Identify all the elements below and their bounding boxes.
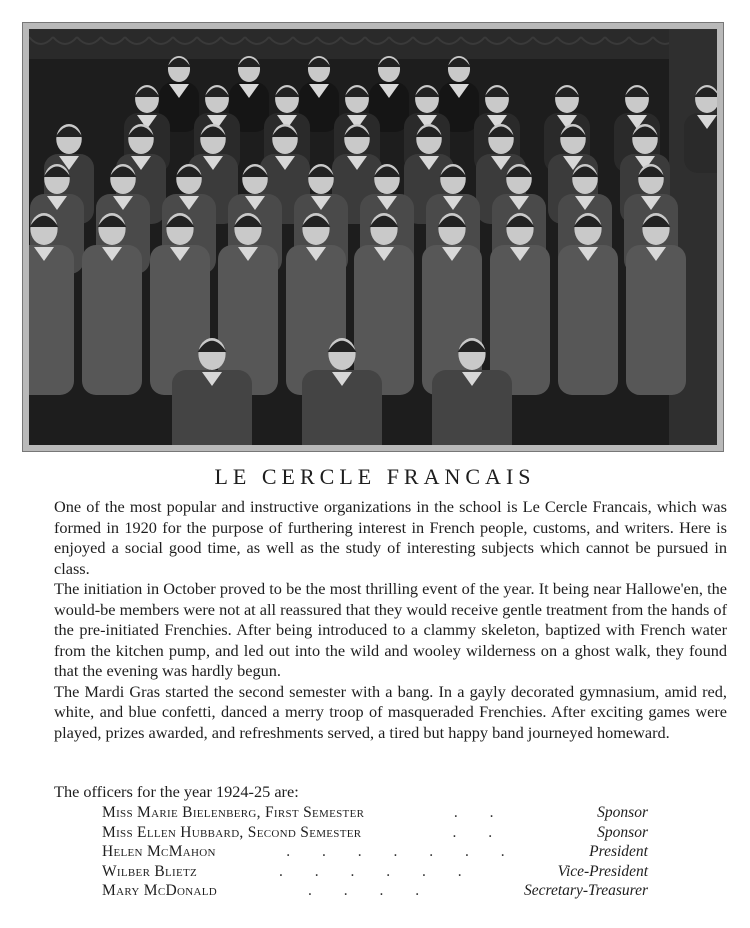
officer-row: [102, 842, 648, 862]
officer-row: [102, 862, 648, 882]
paragraph-2-text: The initiation in October proved to be the most thrilling event of the year. It being near Hallowe'en, the would-be members were not at all reassured that they would receive gentle treatment from the hands of the pre-initiated Frenchies. After being introduced to a clammy skeleton, baptized with French water from the kitchen pump, and led out into the wild and wooley wilderness on a ghost walk, they found that the evening was hardly begun.: [54, 579, 727, 680]
article-body: [54, 497, 727, 743]
officer-row: [102, 823, 648, 843]
officer-role: Secretary-Treasurer: [524, 882, 648, 900]
officer-role: Sponsor: [597, 823, 648, 841]
officer-role: President: [589, 843, 648, 861]
officers-intro: The officers for the year 1924-25 are:: [54, 782, 299, 801]
officer-role: Vice-President: [557, 862, 648, 880]
photo-frame: [22, 22, 724, 452]
officer-name: Miss Marie Bielenberg, First Semester: [102, 804, 365, 821]
officer-name: Wilber Blietz: [102, 862, 198, 880]
leader-dots: . .: [453, 804, 508, 821]
paragraph-3-text: The Mardi Gras started the second semester with a bang. In a gayly decorated gymnasium, amid red, white, and blue confetti, danced a merry troop of masqueraded Frenchies. After exciting games were played, prizes awarded, and refreshments served, a tired but happy band journeyed homeward.: [54, 681, 727, 742]
officers-list: [102, 803, 648, 901]
officer-role: Sponsor: [597, 804, 648, 821]
officer-name: Helen McMahon: [102, 843, 216, 861]
leader-dots: . . . . . . .: [286, 843, 519, 861]
paragraph-1-text: One of the most popular and instructive organizations in the school is Le Cercle Francais, which was formed in 1920 for the purpose of furthering interest in French people, customs, and writers. Here is enjoyed a social good time, as well as the study of interesting subjects which cannot be pursued in class.: [54, 497, 727, 578]
officer-row: [102, 881, 648, 901]
officer-row: [102, 803, 648, 823]
paragraph-2: [54, 579, 727, 682]
officer-name: Mary McDonald: [102, 882, 217, 900]
leader-dots: . . . . . .: [279, 862, 476, 880]
leader-dots: . .: [452, 823, 507, 841]
group-photo: [29, 29, 717, 445]
paragraph-3: [54, 682, 727, 744]
leader-dots: . . . .: [307, 882, 434, 900]
paragraph-1: [54, 497, 727, 579]
group-photo-icon: [29, 29, 717, 445]
officer-name: Miss Ellen Hubbard, Second Semester: [102, 823, 362, 841]
page-title: LE CERCLE FRANCAIS: [214, 464, 536, 489]
